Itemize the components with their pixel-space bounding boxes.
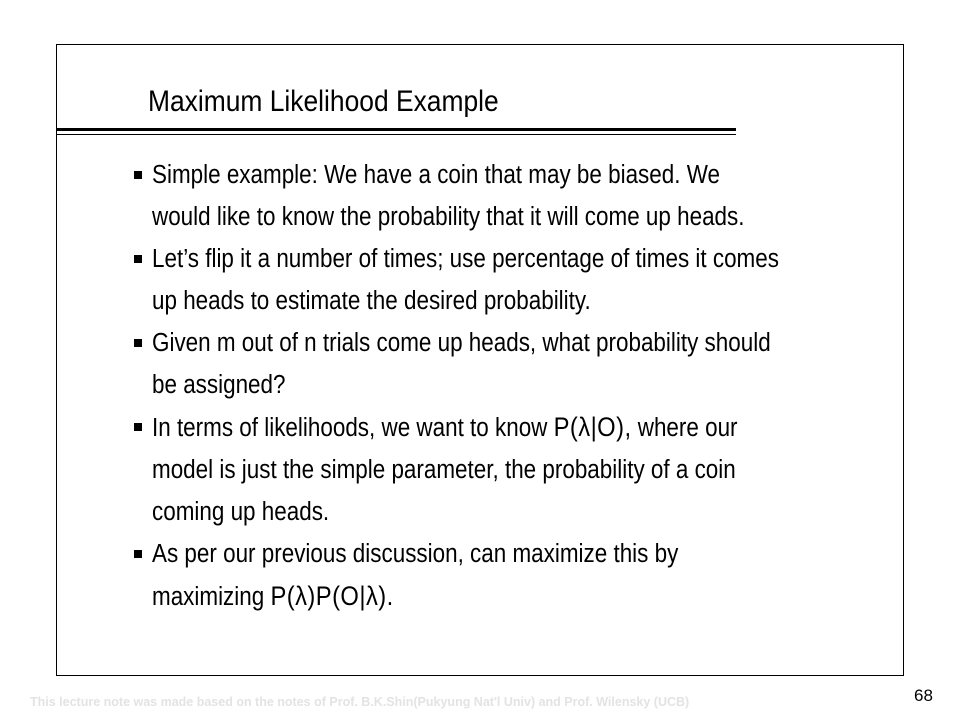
- bullet-line: Simple example: We have a coin that may be biased. We: [152, 161, 720, 189]
- bullet-line: Given m out of n trials come up heads, what probability should: [152, 329, 771, 357]
- bullet-square-icon: [134, 255, 142, 263]
- math-expression: P(λ|O),: [553, 412, 632, 442]
- bullet-line: [152, 406, 891, 449]
- bullet-list: [132, 154, 892, 618]
- bullet-line: model is just the simple parameter, the probability of a coin: [152, 456, 736, 484]
- title-rule-thick: [56, 128, 736, 131]
- bullet-text: maximizing: [152, 583, 271, 611]
- bullet-text: In terms of likelihoods, we want to know: [152, 414, 554, 442]
- slide-title: Maximum Likelihood Example: [148, 85, 499, 118]
- bullet-line: [152, 575, 891, 618]
- footer-credit: This lecture note was made based on the notes of Prof. B.K.Shin(Pukyung Nat'l Univ) and Prof. Wilensky (UCB): [30, 695, 690, 709]
- bullet-square-icon: [134, 339, 142, 347]
- math-expression: P(λ)P(O|λ).: [270, 581, 394, 611]
- bullet-line: be assigned?: [152, 371, 286, 399]
- bullet-line: coming up heads.: [152, 498, 330, 526]
- bullet-line: up heads to estimate the desired probability.: [152, 287, 591, 315]
- bullet-line: would like to know the probability that it will come up heads.: [152, 203, 745, 231]
- bullet-square-icon: [134, 550, 142, 558]
- title-rule-thin: [56, 134, 736, 135]
- bullet-item: [132, 154, 892, 238]
- bullet-square-icon: [134, 171, 142, 179]
- bullet-item: [132, 533, 892, 618]
- bullet-square-icon: [134, 423, 142, 431]
- page-number: 68: [914, 686, 933, 705]
- bullet-item: [132, 238, 892, 322]
- bullet-item: [132, 322, 892, 406]
- bullet-line: Let’s flip it a number of times; use percentage of times it comes: [152, 245, 779, 273]
- bullet-text: where our: [631, 414, 738, 442]
- bullet-line: As per our previous discussion, can maximize this by: [152, 540, 679, 568]
- bullet-item: [132, 406, 892, 533]
